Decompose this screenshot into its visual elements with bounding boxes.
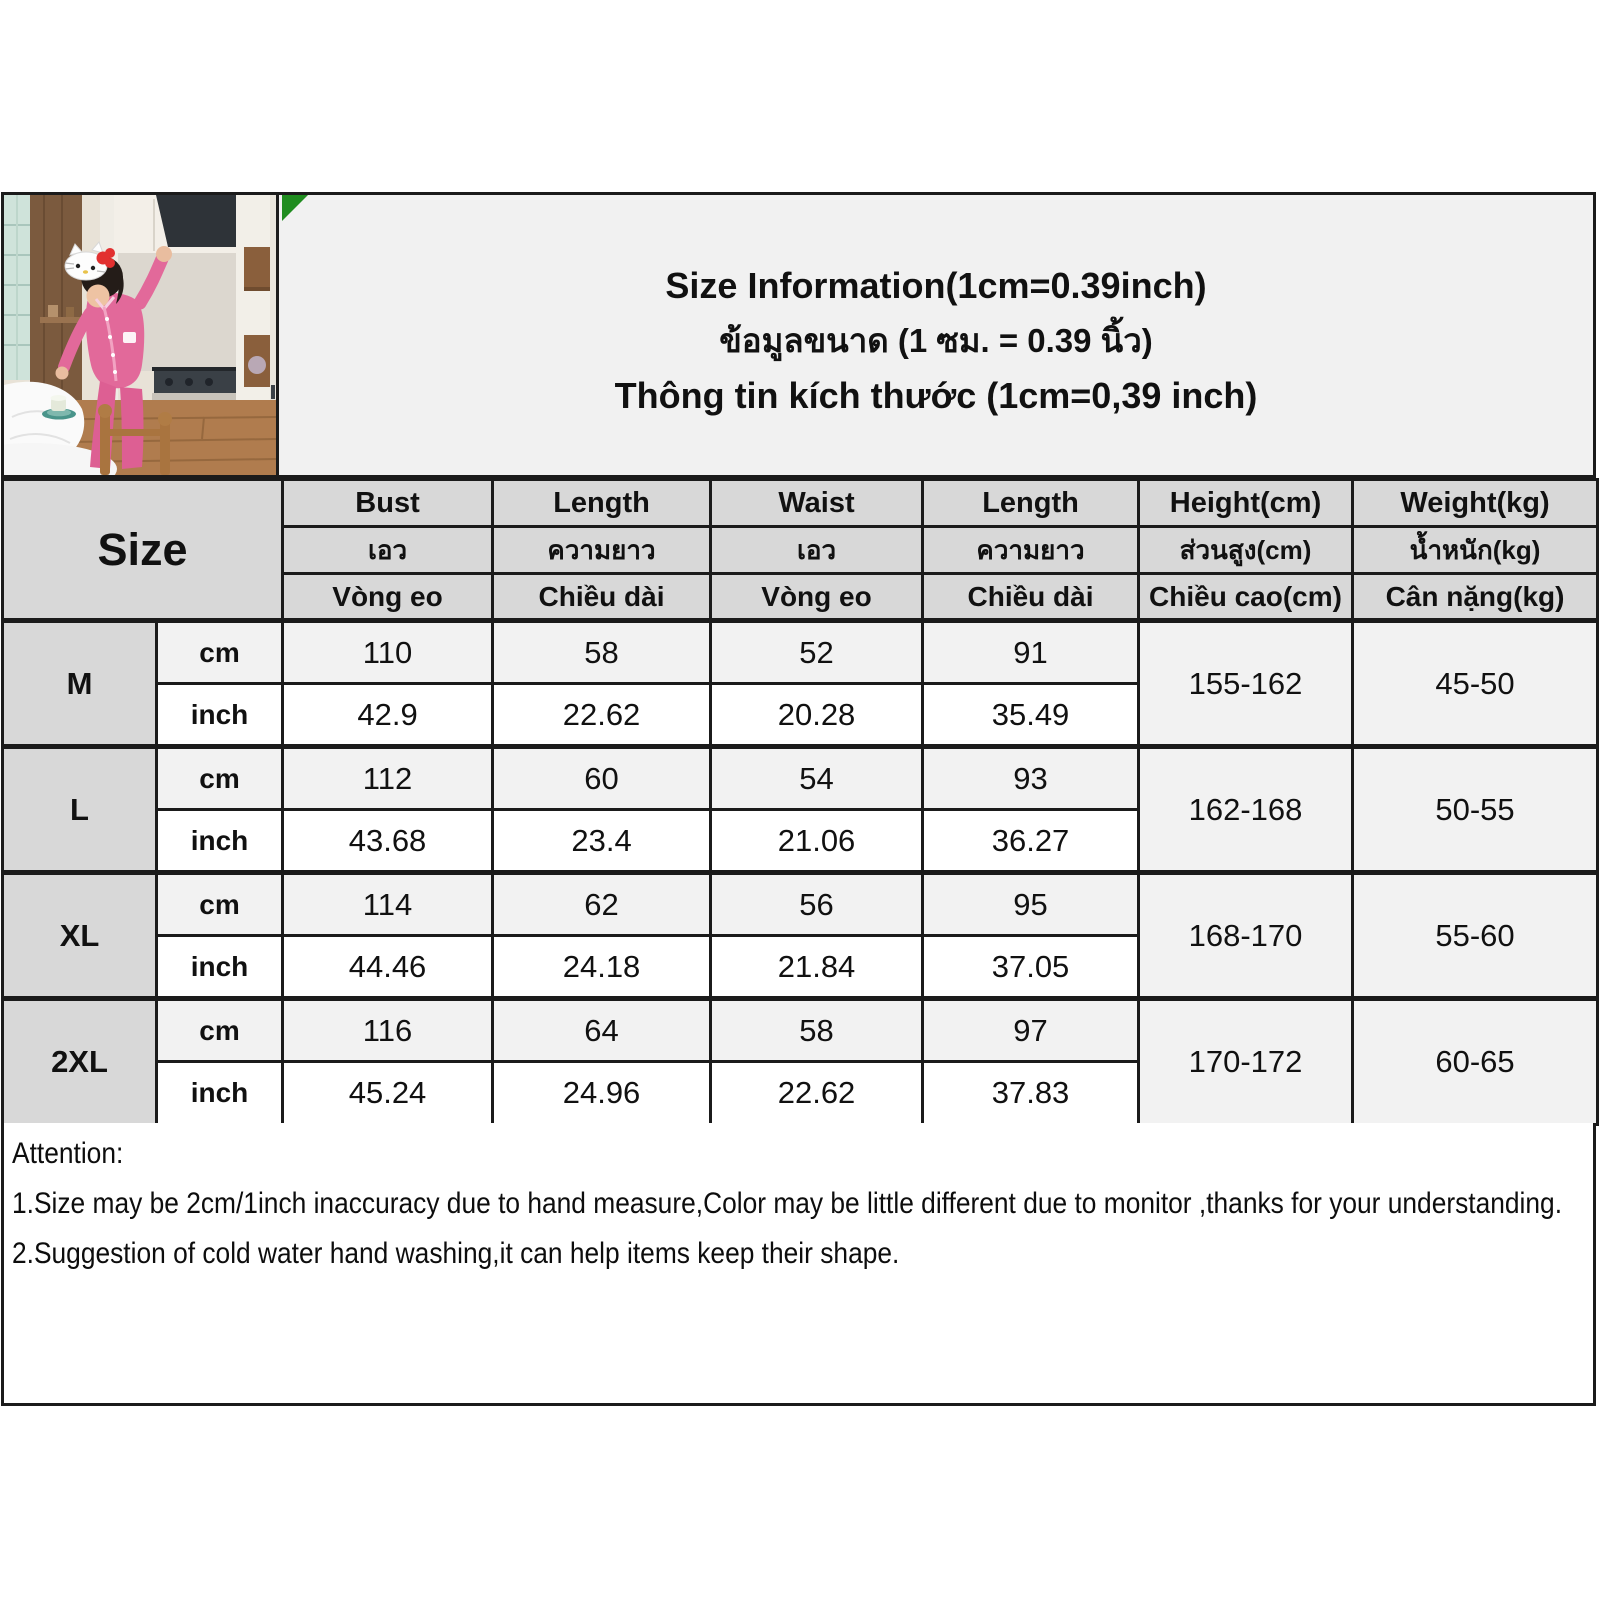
header-cell: เอว: [283, 527, 493, 574]
value-cell: 20.28: [711, 684, 923, 747]
value-cell: 21.06: [711, 810, 923, 873]
attention-line-2: 2.Suggestion of cold water hand washing,it can help items keep their shape.: [12, 1237, 900, 1270]
value-cell: 116: [283, 999, 493, 1062]
header-cell: Weight(kg): [1353, 480, 1598, 527]
title-english: Size Information(1cm=0.39inch): [665, 264, 1207, 306]
weight-cell: 45-50: [1353, 621, 1598, 747]
size-label-cell: L: [3, 747, 157, 873]
value-cell: 23.4: [493, 810, 711, 873]
header-cell: Waist: [711, 480, 923, 527]
header-cell: ส่วนสูง(cm): [1139, 527, 1353, 574]
size-table: [1, 478, 1599, 1126]
value-cell: 58: [493, 621, 711, 684]
face: [87, 285, 110, 308]
header-cell: Height(cm): [1139, 480, 1353, 527]
value-cell: 36.27: [923, 810, 1139, 873]
raised-fist: [156, 246, 172, 262]
value-cell: 35.49: [923, 684, 1139, 747]
value-cell: 37.83: [923, 1062, 1139, 1125]
header-cell: Cân nặng(kg): [1353, 574, 1598, 621]
unit-cell: inch: [157, 684, 283, 747]
green-corner-accent: [282, 195, 308, 221]
pot: [248, 356, 266, 374]
value-cell: 112: [283, 747, 493, 810]
weight-cell: 60-65: [1353, 999, 1598, 1125]
chest-pocket: [123, 332, 136, 343]
header-cell: Chiều cao(cm): [1139, 574, 1353, 621]
header-cell: Chiều dài: [923, 574, 1139, 621]
range-hood: [156, 195, 236, 247]
value-cell: 54: [711, 747, 923, 810]
value-cell: 52: [711, 621, 923, 684]
header-cell: ความยาว: [923, 527, 1139, 574]
value-cell: 42.9: [283, 684, 493, 747]
attention-text: [12, 1129, 1600, 1279]
hand: [56, 367, 69, 380]
height-cell: 155-162: [1139, 621, 1353, 747]
shoji-door: [4, 195, 30, 380]
header-cell: น้ำหนัก(kg): [1353, 527, 1598, 574]
pajama-pants-right: [120, 387, 144, 469]
size-row-2xl-cm: [3, 999, 1598, 1062]
header-row-english: [3, 480, 1598, 527]
product-photo: [1, 192, 279, 478]
unit-cell: cm: [157, 621, 283, 684]
header-cell: Vòng eo: [711, 574, 923, 621]
size-label-cell: XL: [3, 873, 157, 999]
header-cell: ความยาว: [493, 527, 711, 574]
header-cell: Chiều dài: [493, 574, 711, 621]
value-cell: 97: [923, 999, 1139, 1062]
value-cell: 24.18: [493, 936, 711, 999]
unit-cell: cm: [157, 873, 283, 936]
value-cell: 95: [923, 873, 1139, 936]
value-cell: 56: [711, 873, 923, 936]
weight-cell: 55-60: [1353, 873, 1598, 999]
value-cell: 93: [923, 747, 1139, 810]
value-cell: 21.84: [711, 936, 923, 999]
size-row-m-cm: [3, 621, 1598, 684]
header-cell: เอว: [711, 527, 923, 574]
value-cell: 45.24: [283, 1062, 493, 1125]
size-header-cell: Size: [3, 480, 283, 621]
title-thai: ข้อมูลขนาด (1 ซม. = 0.39 นิ้ว): [719, 321, 1153, 359]
value-cell: 22.62: [711, 1062, 923, 1125]
size-label-cell: M: [3, 621, 157, 747]
value-cell: 91: [923, 621, 1139, 684]
height-cell: 170-172: [1139, 999, 1353, 1125]
value-cell: 60: [493, 747, 711, 810]
value-cell: 22.62: [493, 684, 711, 747]
attention-heading: Attention:: [12, 1137, 124, 1170]
unit-cell: inch: [157, 936, 283, 999]
header-cell: Length: [493, 480, 711, 527]
value-cell: 44.46: [283, 936, 493, 999]
value-cell: 24.96: [493, 1062, 711, 1125]
title-banner: [279, 192, 1596, 478]
attention-box: [1, 1123, 1596, 1406]
value-cell: 114: [283, 873, 493, 936]
height-cell: 162-168: [1139, 747, 1353, 873]
unit-cell: inch: [157, 810, 283, 873]
header-cell: Length: [923, 480, 1139, 527]
value-cell: 64: [493, 999, 711, 1062]
product-photo-illustration: [4, 195, 276, 475]
value-cell: 110: [283, 621, 493, 684]
size-row-xl-cm: [3, 873, 1598, 936]
weight-cell: 50-55: [1353, 747, 1598, 873]
header-cell: Bust: [283, 480, 493, 527]
value-cell: 58: [711, 999, 923, 1062]
value-cell: 62: [493, 873, 711, 936]
value-cell: 43.68: [283, 810, 493, 873]
unit-cell: cm: [157, 747, 283, 810]
size-row-l-cm: [3, 747, 1598, 810]
value-cell: 37.05: [923, 936, 1139, 999]
attention-line-1: 1.Size may be 2cm/1inch inaccuracy due to hand measure,Color may be little different due to monitor ,thanks for your understanding.: [12, 1187, 1563, 1220]
size-label-cell: 2XL: [3, 999, 157, 1125]
height-cell: 168-170: [1139, 873, 1353, 999]
header-cell: Vòng eo: [283, 574, 493, 621]
title-vietnamese: Thông tin kích thước (1cm=0,39 inch): [614, 374, 1258, 416]
unit-cell: inch: [157, 1062, 283, 1125]
unit-cell: cm: [157, 999, 283, 1062]
